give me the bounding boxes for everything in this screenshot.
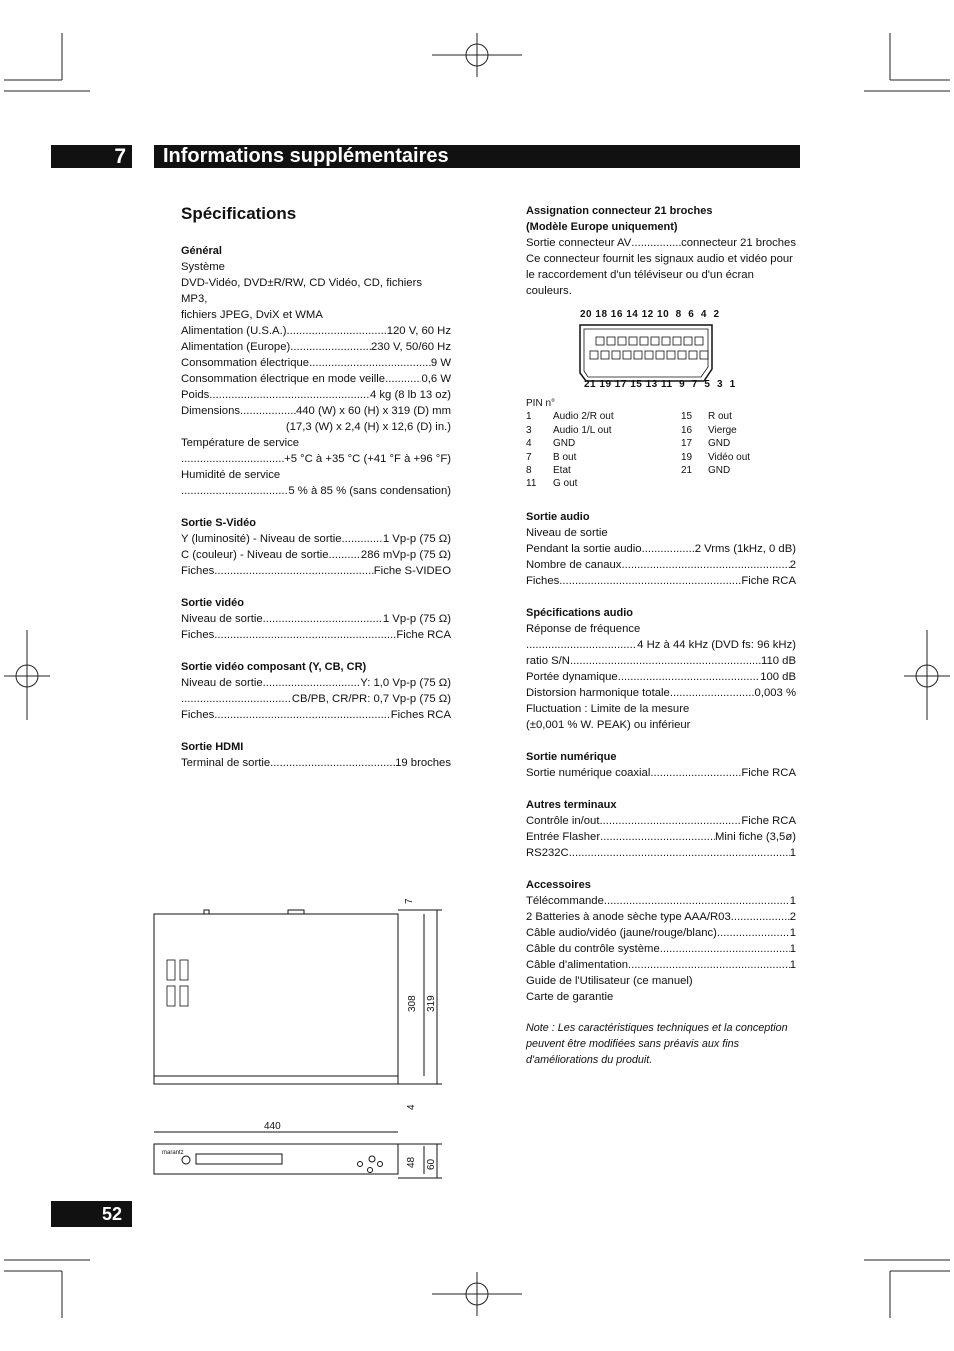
other-heading: Autres terminaux <box>526 798 617 811</box>
connector-pin <box>689 351 697 359</box>
spec-value: 230 V, 50/60 Hz <box>371 341 451 353</box>
wow-flutter-1: Fluctuation : Limite de la mesure <box>526 702 690 715</box>
spec-label: Poids <box>181 389 210 401</box>
spec-value: Fiche RCA <box>741 766 796 779</box>
connector-pin <box>684 337 692 345</box>
spec-label: Alimentation (Europe) <box>181 341 291 353</box>
pin-row: 1 Audio 2/R out 15 R out <box>526 411 732 423</box>
spec-row <box>526 669 796 685</box>
connector-pin <box>618 337 626 345</box>
connector-pin <box>700 351 708 359</box>
page-number-box <box>51 1201 132 1227</box>
spec-value: Fiche RCA <box>741 814 796 827</box>
component-heading: Sortie vidéo composant (Y, CB, CR) <box>181 661 367 673</box>
right-column <box>526 203 796 1068</box>
scart-heading-2: (Modèle Europe uniquement) <box>526 221 678 233</box>
system-value-1: DVD-Vidéo, DVD±R/RW, CD Vidéo, CD, fichiers MP3, <box>181 277 422 305</box>
spec-value: 120 V, 60 Hz <box>386 325 451 337</box>
top-view-outline <box>154 914 398 1084</box>
spec-value: CB/PB, CR/PR: 0,7 Vp-p (75 Ω) <box>291 693 451 705</box>
connector-pin <box>607 337 615 345</box>
dim-319: 319 <box>426 995 437 1012</box>
connector-pin <box>634 351 642 359</box>
chapter-title-bar <box>154 145 800 168</box>
spec-row <box>181 323 451 339</box>
spec-row <box>526 557 796 573</box>
section-title: Spécifications <box>181 204 297 223</box>
spec-row <box>181 451 451 467</box>
connector-pin <box>629 337 637 345</box>
spec-value: 1 <box>789 958 796 971</box>
pin-row: 3 Audio 1/L out 16 Vierge <box>526 424 737 436</box>
dim-60: 60 <box>426 1158 437 1170</box>
spec-label: Télécommande <box>526 894 604 907</box>
spec-label: Consommation électrique <box>181 357 310 369</box>
spec-row <box>526 893 796 909</box>
spec-label: Alimentation (U.S.A.) <box>181 325 287 337</box>
dim-48: 48 <box>406 1156 417 1168</box>
spec-row <box>526 653 796 669</box>
left-column <box>181 203 451 771</box>
connector-pin <box>651 337 659 345</box>
dim-7: 7 <box>404 898 415 904</box>
spec-label: Terminal de sortie <box>181 757 271 769</box>
spec-row <box>181 691 451 707</box>
accessory-manual: Guide de l'Utilisateur (ce manuel) <box>526 974 693 987</box>
connector-pin <box>601 351 609 359</box>
spec-row <box>526 813 796 829</box>
dim-440: 440 <box>264 1121 281 1132</box>
spec-row <box>181 707 451 723</box>
spec-label: Pendant la sortie audio <box>526 542 642 555</box>
freq-label: Réponse de fréquence <box>526 622 641 635</box>
accessory-warranty: Carte de garantie <box>526 990 614 1003</box>
spec-label: Niveau de sortie <box>181 677 263 689</box>
spec-value: connecteur 21 broches <box>681 237 796 249</box>
connector-pin <box>656 351 664 359</box>
spec-row <box>181 755 451 771</box>
spec-label: ratio S/N <box>526 654 570 667</box>
dimensions-inches: (17,3 (W) x 2,4 (H) x 12,6 (D) in.) <box>285 421 451 433</box>
spec-value: 1 <box>789 846 796 859</box>
dim-308: 308 <box>407 995 418 1012</box>
audio-level-label: Niveau de sortie <box>526 526 608 539</box>
spec-value: 1 Vp-p (75 Ω) <box>382 613 451 625</box>
hdmi-heading: Sortie HDMI <box>181 741 244 753</box>
spec-label: Contrôle in/out <box>526 814 600 827</box>
brand-logo: marantz <box>162 1150 184 1156</box>
connector-pin <box>662 337 670 345</box>
dim-4: 4 <box>406 1104 417 1110</box>
spec-row <box>181 371 451 387</box>
spec-label: Niveau de sortie <box>181 613 263 625</box>
spec-row <box>526 541 796 557</box>
spec-row <box>181 627 451 643</box>
spec-row <box>526 845 796 861</box>
spec-value: 19 broches <box>395 757 451 769</box>
spec-value: 2 <box>789 558 796 571</box>
spec-row <box>181 531 451 547</box>
connector-pin <box>667 351 675 359</box>
spec-label: Dimensions <box>181 405 241 417</box>
spec-value: 1 <box>789 926 796 939</box>
spec-label: Fiches <box>181 629 215 641</box>
spec-row <box>181 355 451 371</box>
chapter-number: 7 <box>114 145 126 168</box>
spec-value: 440 (W) x 60 (H) x 319 (D) mm <box>295 405 451 417</box>
spec-row <box>181 547 451 563</box>
audio-spec-heading: Spécifications audio <box>526 606 633 619</box>
spec-value: 1 Vp-p (75 Ω) <box>382 533 451 545</box>
spec-row <box>181 387 451 403</box>
spec-row <box>526 685 796 701</box>
spec-label: C (couleur) - Niveau de sortie <box>181 549 329 561</box>
connector-pin <box>645 351 653 359</box>
spec-value: 110 dB <box>761 654 796 667</box>
spec-label: Fiches <box>181 709 215 721</box>
chapter-title: Informations supplémentaires <box>163 145 449 167</box>
svideo-heading: Sortie S-Vidéo <box>181 517 256 529</box>
connector-pin <box>590 351 598 359</box>
accessories-heading: Accessoires <box>526 878 591 891</box>
spec-value: 2 Vrms (1kHz, 0 dB) <box>694 542 796 555</box>
spec-value: Y: 1,0 Vp-p (75 Ω) <box>360 677 451 689</box>
spec-value: Fiche RCA <box>396 629 451 641</box>
connector-pin <box>596 337 604 345</box>
spec-label: RS232C <box>526 846 569 859</box>
spec-label: Câble d'alimentation <box>526 958 629 971</box>
connector-pin <box>612 351 620 359</box>
connector-pin <box>678 351 686 359</box>
humidity-label: Humidité de service <box>181 469 281 481</box>
spec-value: 0,003 % <box>754 686 796 699</box>
system-value-2: fichiers JPEG, DviX et WMA <box>181 309 323 321</box>
pin-table <box>526 410 750 490</box>
spec-value: 100 dB <box>760 670 796 683</box>
spec-row <box>526 909 796 925</box>
spec-value: 4 Hz à 44 kHz (DVD fs: 96 kHz) <box>637 638 796 651</box>
spec-row <box>526 573 796 589</box>
spec-value: 0,6 W <box>421 373 451 385</box>
chapter-number-box <box>51 145 132 168</box>
vent-grille-icon <box>167 960 188 1006</box>
scart-connector-diagram <box>526 299 796 391</box>
spec-value: 4 kg (8 lb 13 oz) <box>369 389 451 401</box>
pin-row: 7 B out 19 Vidéo out <box>526 451 751 463</box>
video-heading: Sortie vidéo <box>181 597 244 609</box>
spec-value: 5 % à 85 % (sans condensation) <box>288 485 451 497</box>
spec-label: Entrée Flasher <box>526 830 601 843</box>
spec-value: 1 <box>789 942 796 955</box>
spec-label: Sortie numérique coaxial <box>526 766 651 779</box>
spec-label: Portée dynamique <box>526 670 618 683</box>
digital-heading: Sortie numérique <box>526 750 617 763</box>
spec-label: Nombre de canaux <box>526 558 622 571</box>
connector-pin <box>640 337 648 345</box>
spec-value: Fiche S-VIDEO <box>373 565 451 577</box>
connector-pin <box>623 351 631 359</box>
spec-value: 1 <box>789 894 796 907</box>
spec-label: Câble du contrôle système <box>526 942 660 955</box>
scart-heading-1: Assignation connecteur 21 broches <box>526 205 713 217</box>
spec-row <box>181 483 451 499</box>
spec-label: 2 Batteries à anode sèche type AAA/R03 <box>526 910 731 923</box>
wow-flutter-2: (±0,001 % W. PEAK) ou inférieur <box>526 718 691 731</box>
spec-row <box>526 941 796 957</box>
system-label: Système <box>181 261 225 273</box>
front-view-outline <box>154 1144 398 1174</box>
spec-label: Fiches <box>181 565 215 577</box>
spec-label: Y (luminosité) - Niveau de sortie <box>181 533 342 545</box>
connector-pin <box>673 337 681 345</box>
spec-value: Fiche RCA <box>741 574 796 587</box>
spec-value: 2 <box>789 910 796 923</box>
spec-value: 286 mVp-p (75 Ω) <box>360 549 451 561</box>
spec-value: Fiches RCA <box>390 709 451 721</box>
spec-row <box>526 925 796 941</box>
specs-note: Note : Les caractéristiques techniques et la conception peuvent être modifiées sans préavis aux fins d'améliorations du produit. <box>526 1021 788 1066</box>
spec-row <box>526 829 796 845</box>
spec-row <box>526 637 796 653</box>
pin-header: PIN n° <box>526 398 556 409</box>
spec-label: Consommation électrique en mode veille <box>181 373 386 385</box>
pin-row: 4 GND 17 GND <box>526 438 731 450</box>
temp-label: Température de service <box>181 437 300 449</box>
spec-row <box>181 563 451 579</box>
connector-top-numbers: 20 18 16 14 12 10 8 6 4 2 <box>580 309 720 320</box>
spec-label: Distorsion harmonique totale <box>526 686 670 699</box>
pin-row: 11 G out <box>526 478 578 490</box>
dimension-drawing <box>150 888 450 1188</box>
general-heading: Général <box>181 245 222 257</box>
pin-list <box>526 397 796 491</box>
spec-label: Câble audio/vidéo (jaune/rouge/blanc) <box>526 926 717 939</box>
connector-bottom-numbers: 21 19 17 15 13 11 9 7 5 3 1 <box>584 379 736 390</box>
page-number: 52 <box>101 1204 122 1224</box>
spec-row <box>526 765 796 781</box>
spec-row <box>181 611 451 627</box>
spec-label: Fiches <box>526 574 560 587</box>
spec-label: Sortie connecteur AV <box>526 237 632 249</box>
spec-row <box>181 675 451 691</box>
spec-row <box>181 339 451 355</box>
spec-row <box>181 403 451 419</box>
spec-value: 9 W <box>430 357 451 369</box>
spec-row <box>526 235 796 251</box>
spec-value: +5 °C à +35 °C (+41 °F à +96 °F) <box>284 453 451 465</box>
scart-description: Ce connecteur fournit les signaux audio et vidéo pour le raccordement d'un téléviseur ou d'un écran couleurs. <box>526 253 793 297</box>
spec-value: Mini fiche (3,5ø) <box>715 830 796 843</box>
audio-out-heading: Sortie audio <box>526 510 590 523</box>
connector-pin <box>695 337 703 345</box>
pin-row: 8 Etat 21 GND <box>526 465 731 477</box>
spec-row <box>526 957 796 973</box>
